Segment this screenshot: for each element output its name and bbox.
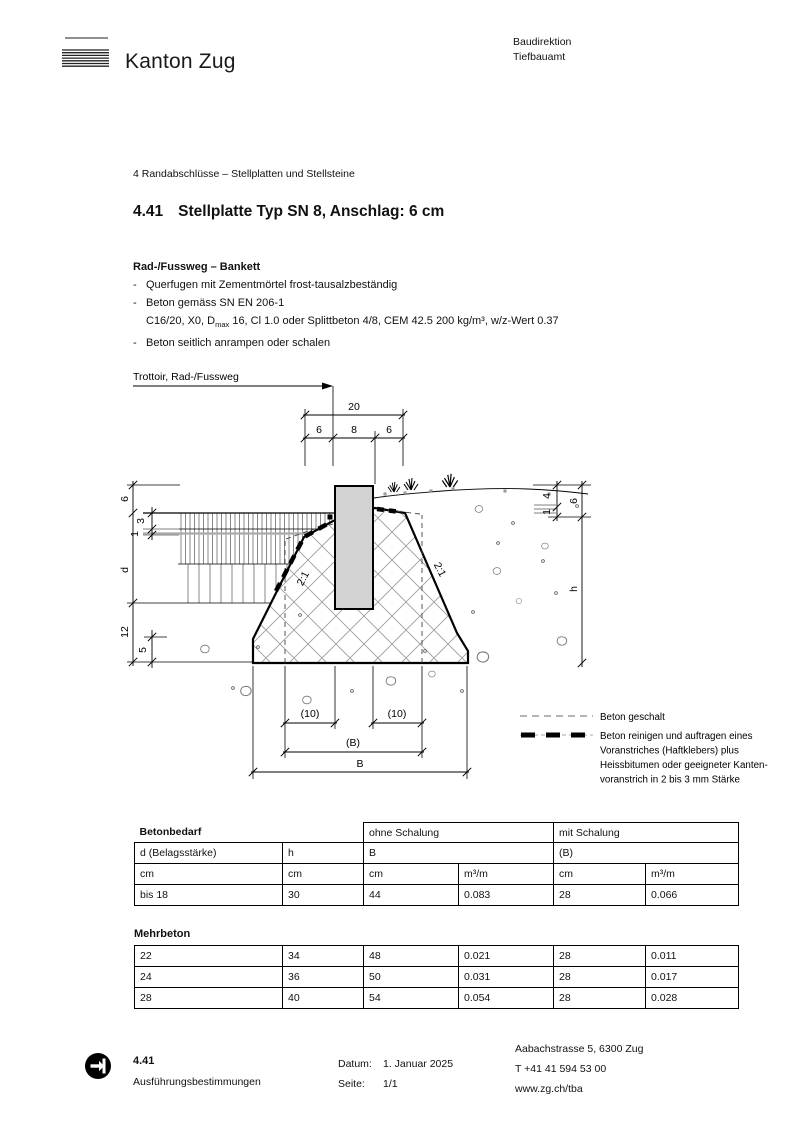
note-continuation [133,312,559,334]
table-row [135,988,739,1009]
dim-label-right-4: 4 [541,493,553,499]
value-cell: 28 [554,946,646,967]
unit-cell: cm [283,864,364,885]
dim-label-left-5: 5 [137,647,149,653]
footer-page-label: Seite: [338,1078,365,1090]
value-cell: 40 [283,988,364,1009]
dim-label-10-right: (10) [387,708,407,720]
value-cell: 22 [135,946,283,967]
bullet-text: Querfugen mit Zementmörtel frost-tausalzbeständig [146,279,398,291]
unit-cell: cm [554,864,646,885]
footer-doc-type: Ausführungsbestimmungen [133,1076,261,1088]
note-bullet [133,294,559,312]
page-title [133,203,444,221]
value-cell: 34 [283,946,364,967]
footer-date-label: Datum: [338,1058,372,1070]
value-cell: 0.066 [646,885,739,906]
footer-phone: T +41 41 594 53 00 [515,1063,607,1075]
footer-address: Aabachstrasse 5, 6300 Zug [515,1043,644,1055]
legend-item-2-line4: voranstrich in 2 bis 3 mm Stärke [600,774,740,786]
legend-item-1: Beton geschalt [600,712,665,723]
value-cell: 28 [554,988,646,1009]
table-title-cell: Betonbedarf [139,826,202,839]
footer-doc-number: 4.41 [133,1055,155,1067]
drawing-legend [520,712,768,786]
title-text: Stellplatte Typ SN 8, Anschlag: 6 cm [178,203,445,220]
breadcrumb: 4 Randabschlüsse – Stellplatten und Stellsteine [133,168,355,180]
unit-cell: m³/m [646,864,739,885]
dim-label-right-6: 6 [568,498,580,504]
dim-label-total-width: 20 [348,401,360,413]
value-cell: 48 [364,946,459,967]
notes-heading: Rad-/Fussweg – Bankett [133,261,261,273]
value-cell: 0.017 [646,967,739,988]
mehrbeton-table [134,945,739,1009]
mehrbeton-title: Mehrbeton [134,928,191,940]
value-cell: 36 [283,967,364,988]
legend-item-2-line1: Beton reinigen und auftragen eines [600,731,753,742]
technical-drawing-cross-section [0,365,794,810]
bullet-text: Beton gemäss SN EN 206-1 [146,297,285,309]
dim-label-left-3: 3 [135,518,147,524]
value-cell: 28 [135,988,283,1009]
anschlag-joint-marker [328,515,333,520]
dim-label-left-d: d [119,567,131,573]
note-bullet [133,334,559,352]
dim-label-10-left: (10) [300,708,320,720]
value-cell: 0.011 [646,946,739,967]
value-cell: 44 [364,885,459,906]
value-cell: 54 [364,988,459,1009]
bullet-dash: - [133,297,137,309]
legend-item-2-line2: Voranstriches (Haftklebers) plus [600,745,739,757]
bullet-dash: - [133,337,137,350]
value-cell: bis 18 [135,885,283,906]
stellplatte [335,486,373,609]
cont-sub: max [215,320,230,330]
dim-label-seg-right: 6 [386,424,392,436]
group-header-mit-schalung: mit Schalung [554,823,739,843]
dim-label-B: B [356,758,364,770]
col-header-B-paren: (B) [554,843,739,864]
dim-label-left-6: 6 [119,496,131,502]
brand-title: Kanton Zug [125,50,236,73]
footer-date-value: 1. Januar 2025 [383,1058,454,1070]
dim-label-left-12: 12 [119,626,131,638]
footer-address-block [515,1039,643,1099]
value-cell: 0.054 [459,988,554,1009]
legend-item-2-line3: Heissbitumen oder geeigneter Kanten- [600,760,768,771]
org-line-2: Tiefbauamt [513,51,566,63]
org-line-1: Baudirektion [513,36,572,48]
col-header-h: h [283,843,364,864]
value-cell: 28 [554,967,646,988]
slope-label-left: 2:1 [294,569,312,588]
cont-pre: C16/20, X0, D [146,315,216,327]
dim-label-B-paren: (B) [346,737,360,749]
betonbedarf-table [134,822,739,906]
notes-block [133,258,559,352]
col-header-d: d (Belagsstärke) [135,843,283,864]
value-cell: 24 [135,967,283,988]
value-cell: 0.031 [459,967,554,988]
org-block [513,35,571,65]
arrow-label: Trottoir, Rad-/Fussweg [133,371,239,383]
table-row [135,967,739,988]
dim-label-seg-mid: 8 [351,424,357,436]
group-header-ohne-schalung: ohne Schalung [364,823,554,843]
dim-label-right-h: h [568,586,580,592]
footer-page-value: 1/1 [383,1078,398,1090]
value-cell: 28 [554,885,646,906]
col-header-B: B [364,843,554,864]
value-cell: 0.083 [459,885,554,906]
kanton-zug-logo [62,34,112,74]
bullet-dash: - [133,279,137,291]
note-bullet [133,276,559,294]
slope-label-right: 2:1 [431,560,449,579]
unit-cell: cm [364,864,459,885]
unit-cell: cm [135,864,283,885]
dim-label-right-1: 1 [541,509,553,515]
value-cell: 50 [364,967,459,988]
title-number: 4.41 [133,203,164,220]
table-row [135,946,739,967]
value-cell: 30 [283,885,364,906]
dim-label-left-1: 1 [129,531,141,537]
dim-label-seg-left: 6 [316,424,322,436]
cont-post: 16, Cl 1.0 oder Splittbeton 4/8, CEM 42.5 200 kg/m³, w/z-Wert 0.37 [229,315,559,327]
tba-arrow-icon [84,1052,112,1080]
unit-cell: m³/m [459,864,554,885]
value-cell: 0.028 [646,988,739,1009]
footer-web: www.zg.ch/tba [515,1083,583,1095]
bullet-text: Beton seitlich anrampen oder schalen [146,337,331,350]
value-cell: 0.021 [459,946,554,967]
trottoir-arrow [133,383,333,390]
